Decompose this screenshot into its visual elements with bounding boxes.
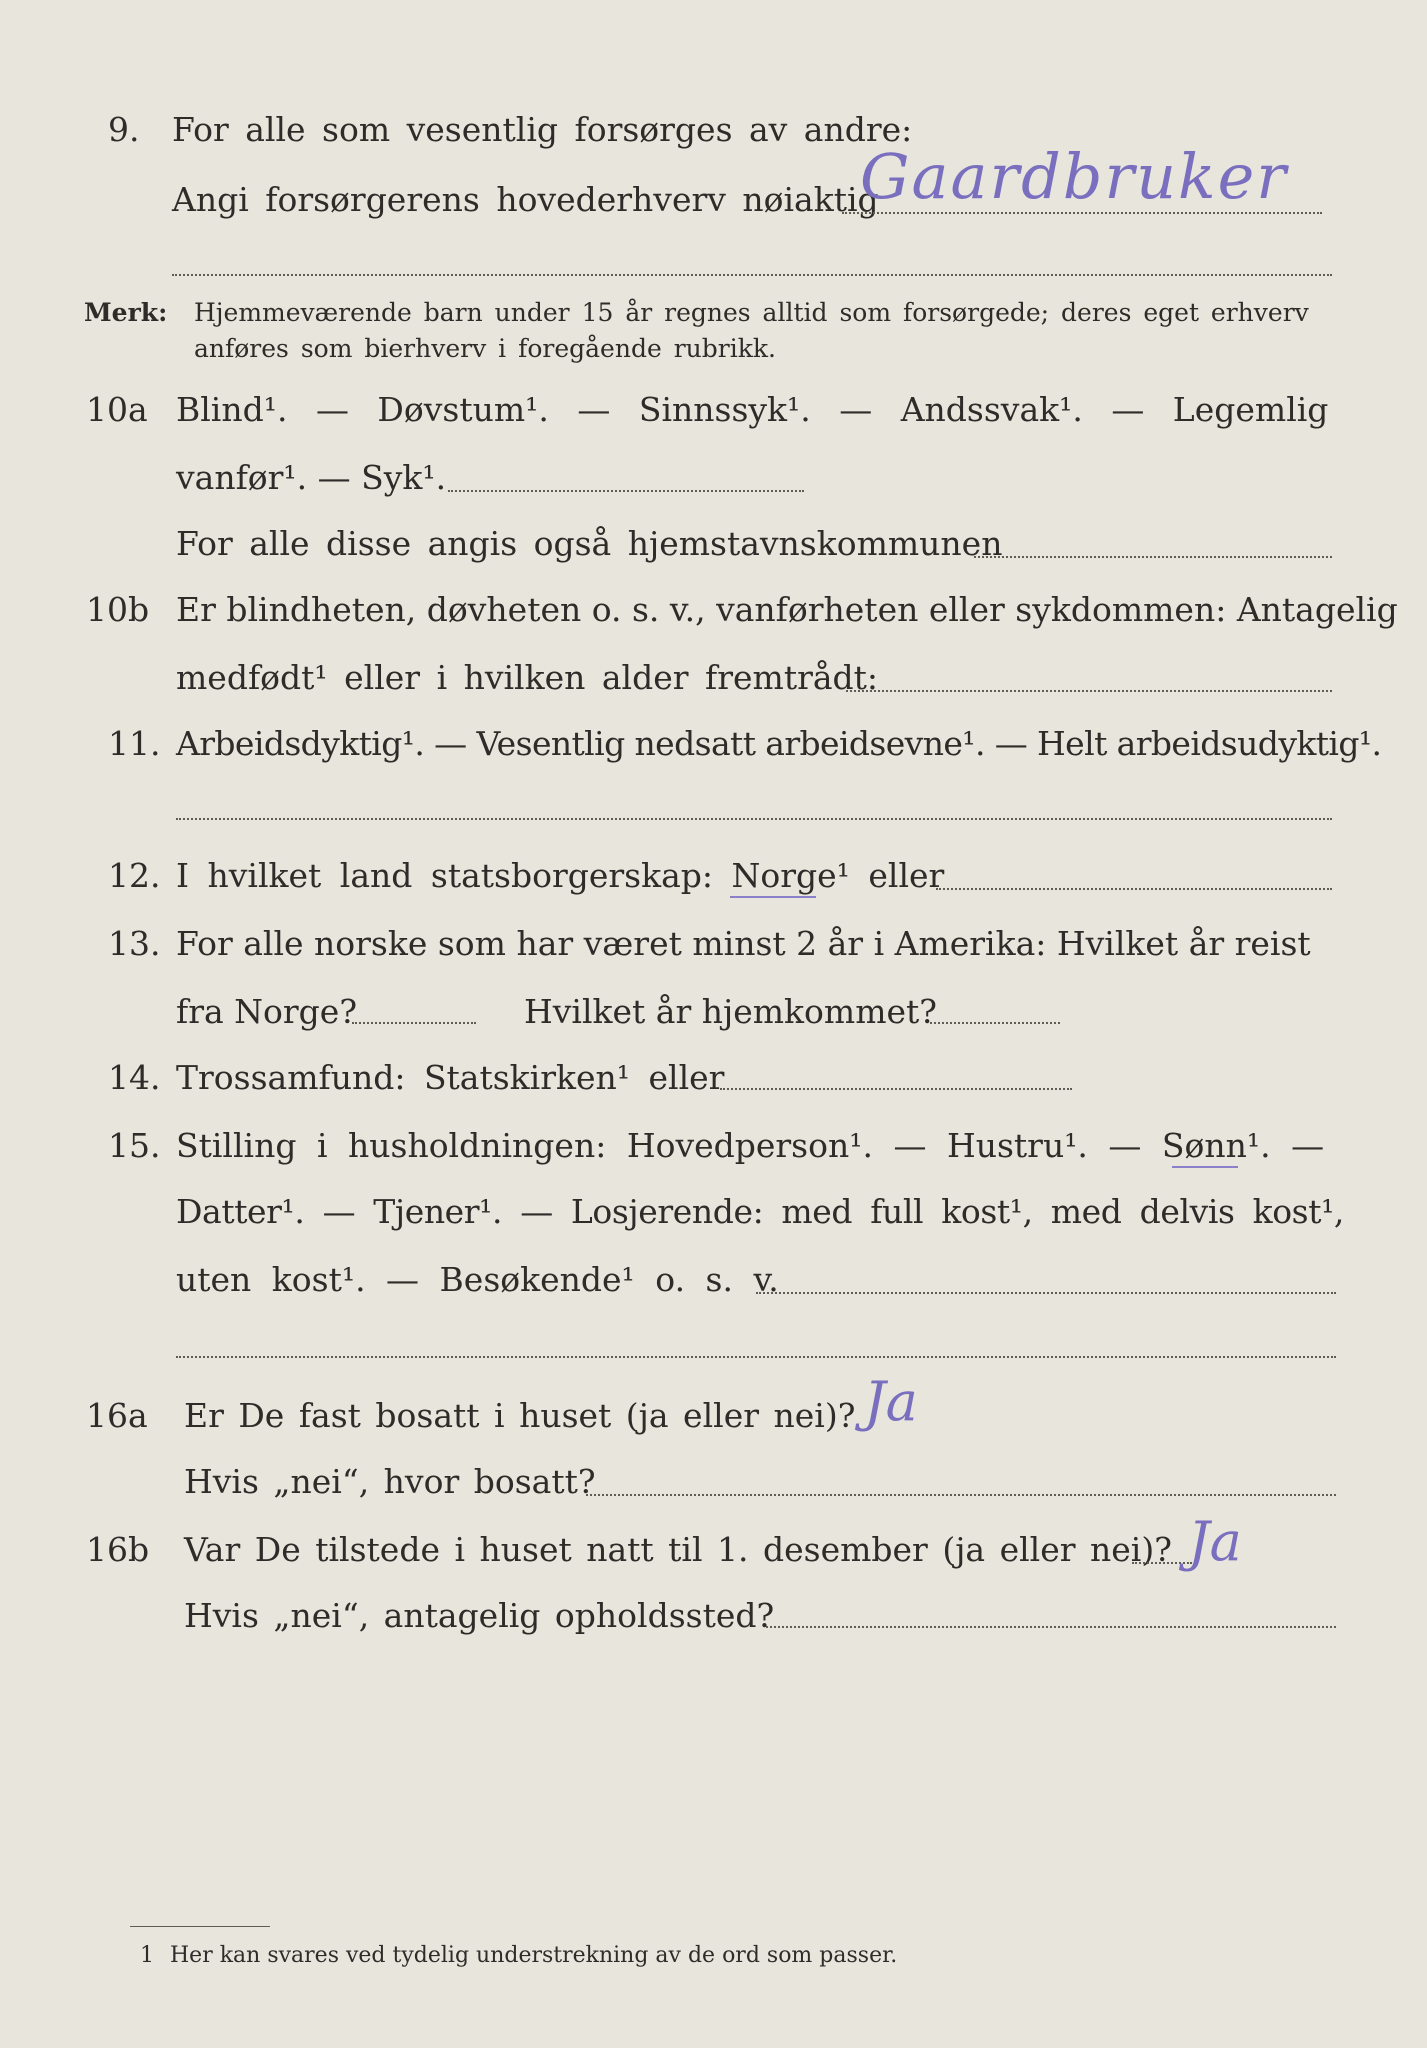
q10b-answer-line (846, 690, 1332, 692)
q11-number: 11. (108, 724, 161, 763)
q10b-line1: Er blindheten, døvheten o. s. v., vanførheten eller sykdommen: Antagelig (176, 590, 1398, 629)
q13-line1: For alle norske som har været minst 2 år i Amerika: Hvilket år reist (176, 924, 1311, 963)
q15-answer-line (756, 1292, 1336, 1294)
q13-hjemkommet-line (930, 1022, 1060, 1024)
q13-reist-line (352, 1022, 476, 1024)
q12-answer-line (936, 888, 1332, 890)
q9-number: 9. (108, 110, 140, 149)
q16b-line2: Hvis „nei“, antagelig opholdssted? (184, 1596, 775, 1635)
q16a-number: 16a (86, 1396, 148, 1435)
q16b-answer-line (1132, 1562, 1192, 1564)
q14-line1: Trossamfund: Statskirken¹ eller (176, 1058, 725, 1097)
q10a-line3: For alle disse angis også hjemstavnskommunen (176, 524, 1003, 563)
q10a-syk-line (448, 490, 804, 492)
q10a-number: 10a (86, 390, 148, 429)
merk-text-line2: anføres som bierhverv i foregående rubrikk. (194, 334, 776, 363)
q10a-line1: Blind¹. — Døvstum¹. — Sinnssyk¹. — Andssvak¹. — Legemlig (176, 390, 1329, 429)
q16b-line1: Var De tilstede i huset natt til 1. desember (ja eller nei)? (184, 1530, 1172, 1569)
q15-number: 15. (108, 1126, 161, 1165)
q9-extra-line (172, 274, 1332, 276)
q14-answer-line (720, 1088, 1072, 1090)
q10a-kommune-line (974, 556, 1332, 558)
footnote-text: Her kan svares ved tydelig understrekning av de ord som passer. (170, 1943, 898, 1968)
q13-line2-left: fra Norge? (176, 992, 358, 1031)
q15-line1: Stilling i husholdningen: Hovedperson¹. — Hustru¹. — Sønn¹. — (176, 1126, 1325, 1165)
q16a-line2: Hvis „nei“, hvor bosatt? (184, 1462, 596, 1501)
q15-extra-line (176, 1356, 1336, 1358)
footnote-separator (130, 1926, 270, 1927)
q11-extra-line (176, 818, 1332, 820)
footnote-mark: 1 (140, 1943, 154, 1968)
q15-sonn-underline (1172, 1166, 1238, 1168)
q12-norge-underline (730, 896, 816, 898)
q13-number: 13. (108, 924, 161, 963)
q16b-opholdssted-line (766, 1626, 1336, 1628)
merk-label: Merk: (84, 298, 168, 327)
q12-number: 12. (108, 856, 161, 895)
q9-question-line1: For alle som vesentlig forsørges av andre: (172, 110, 913, 149)
q14-number: 14. (108, 1058, 161, 1097)
merk-text-line1: Hjemmeværende barn under 15 år regnes alltid som forsørgede; deres eget erhverv (194, 298, 1309, 327)
q13-line2-right: Hvilket år hjemkommet? (524, 992, 937, 1031)
q9-handwritten-answer: Gaardbruker (860, 140, 1288, 213)
q16a-line1: Er De fast bosatt i huset (ja eller nei)? (184, 1396, 856, 1435)
q15-line2: Datter¹. — Tjener¹. — Losjerende: med full kost¹, med delvis kost¹, (176, 1192, 1344, 1231)
q15-line3: uten kost¹. — Besøkende¹ o. s. v. (176, 1260, 779, 1299)
q10b-line2: medfødt¹ eller i hvilken alder fremtrådt: (176, 658, 879, 697)
q16a-handwritten-answer: Ja (864, 1370, 918, 1433)
q11-line1: Arbeidsdyktig¹. — Vesentlig nedsatt arbeidsevne¹. — Helt arbeidsudyktig¹. (176, 724, 1382, 763)
q12-line1: I hvilket land statsborgerskap: Norge¹ eller (176, 856, 945, 895)
q10b-number: 10b (86, 590, 150, 629)
q16b-handwritten-answer: Ja (1188, 1510, 1242, 1573)
q16a-bosatt-line (586, 1494, 1336, 1496)
q9-question-line2: Angi forsørgerens hovederhverv nøiaktig (172, 180, 879, 219)
q16b-number: 16b (86, 1530, 150, 1569)
q10a-line2: vanfør¹. — Syk¹. (176, 458, 447, 497)
